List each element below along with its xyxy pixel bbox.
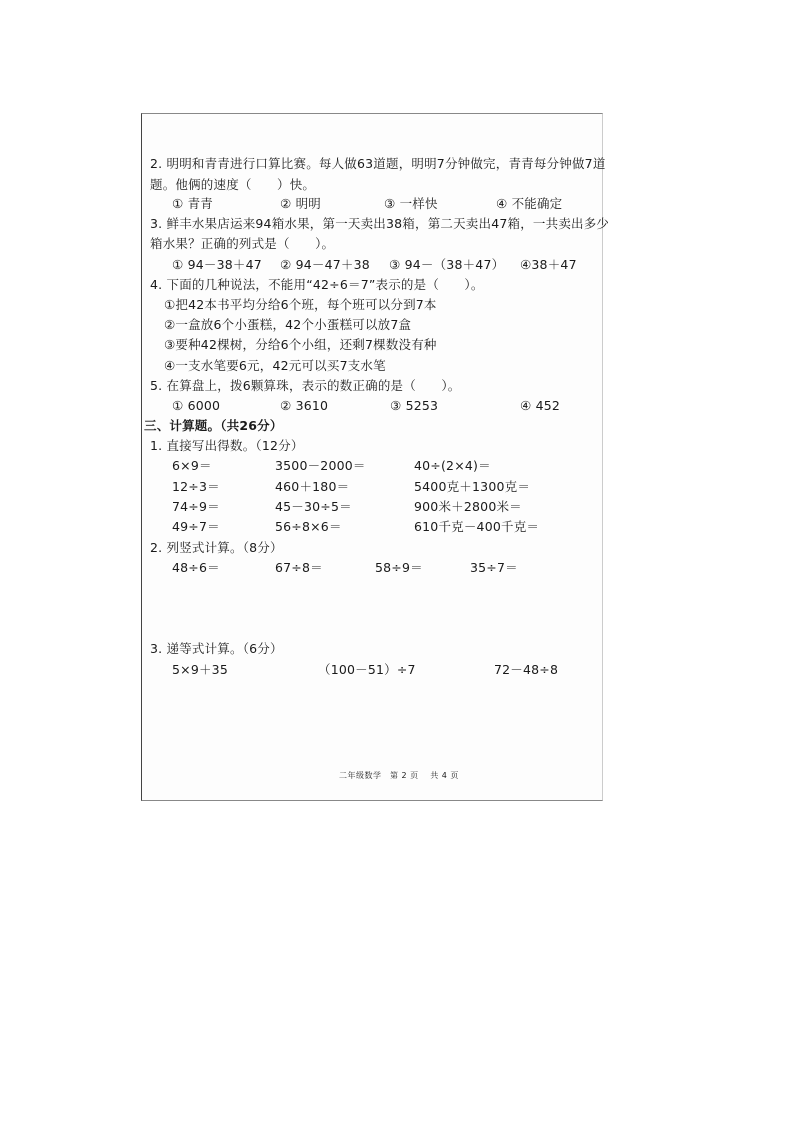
q4-option-2: ②一盒放6个小蛋糕，42个小蛋糕可以放7盒 — [164, 317, 412, 332]
q2-line1: 2. 明明和青青进行口算比赛。每人做63道题，明明7分钟做完，青青每分钟做7道 — [150, 156, 606, 171]
part2-title: 2. 列竖式计算。（8分） — [150, 540, 283, 555]
step-calc-item: （100－51）÷7 — [318, 662, 416, 677]
q2-option-3: ③ 一样快 — [384, 196, 438, 211]
q3-option-2: ② 94－47＋38 — [280, 257, 370, 272]
step-calc-item: 5×9＋35 — [172, 662, 228, 677]
q2-line2: 题。他俩的速度（ ）快。 — [150, 177, 316, 192]
q4-option-3: ③要种42棵树，分给6个小组，还剩7棵数没有种 — [164, 337, 437, 352]
calc-item: 460＋180＝ — [275, 479, 350, 494]
calc-item: 5400克＋1300克＝ — [414, 479, 531, 494]
q3-option-3: ③ 94－（38＋47） — [389, 257, 505, 272]
q4-option-1: ①把42本书平均分给6个班，每个班可以分到7本 — [164, 297, 437, 312]
q5-option-1: ① 6000 — [172, 398, 221, 413]
vertical-calc-item: 48÷6＝ — [172, 560, 220, 575]
q5-option-4: ④ 452 — [520, 398, 561, 413]
step-calc-item: 72－48÷8 — [494, 662, 559, 677]
calc-item: 49÷7＝ — [172, 519, 220, 534]
q2-option-2: ② 明明 — [280, 196, 321, 211]
exam-page — [141, 113, 610, 801]
calc-item: 900米＋2800米＝ — [414, 499, 522, 514]
q4-option-4: ④一支水笔要6元，42元可以买7支水笔 — [164, 358, 386, 373]
q2-option-1: ① 青青 — [172, 196, 213, 211]
calc-item: 12÷3＝ — [172, 479, 220, 494]
part3-title: 3. 递等式计算。（6分） — [150, 641, 283, 656]
section3-title: 三、计算题。（共26分） — [144, 418, 283, 433]
q4-line1: 4. 下面的几种说法，不能用“42÷6＝7”表示的是（ ）。 — [150, 277, 484, 292]
q3-option-4: ④38＋47 — [520, 257, 577, 272]
calc-item: 56÷8×6＝ — [275, 519, 342, 534]
calc-item: 6×9＝ — [172, 458, 212, 473]
calc-item: 74÷9＝ — [172, 499, 220, 514]
q5-option-2: ② 3610 — [280, 398, 329, 413]
calc-item: 45－30÷5＝ — [275, 499, 352, 514]
q2-option-4: ④ 不能确定 — [496, 196, 563, 211]
page-footer: 二年级数学 第 2 页 共 4 页 — [339, 771, 459, 780]
q5-option-3: ③ 5253 — [390, 398, 439, 413]
q3-line1: 3. 鲜丰水果店运来94箱水果，第一天卖出38箱，第二天卖出47箱，一共卖出多少 — [150, 216, 610, 231]
q3-option-1: ① 94－38＋47 — [172, 257, 262, 272]
calc-item: 40÷(2×4)＝ — [414, 458, 491, 473]
q3-line2: 箱水果？正确的列式是（ ）。 — [150, 236, 335, 251]
q5-line1: 5. 在算盘上，拨6颗算珠，表示的数正确的是（ ）。 — [150, 378, 461, 393]
vertical-calc-item: 35÷7＝ — [470, 560, 518, 575]
calc-item: 3500－2000＝ — [275, 458, 366, 473]
vertical-calc-item: 67÷8＝ — [275, 560, 323, 575]
calc-item: 610千克－400千克＝ — [414, 519, 540, 534]
part1-title: 1. 直接写出得数。（12分） — [150, 438, 304, 453]
vertical-calc-item: 58÷9＝ — [375, 560, 423, 575]
